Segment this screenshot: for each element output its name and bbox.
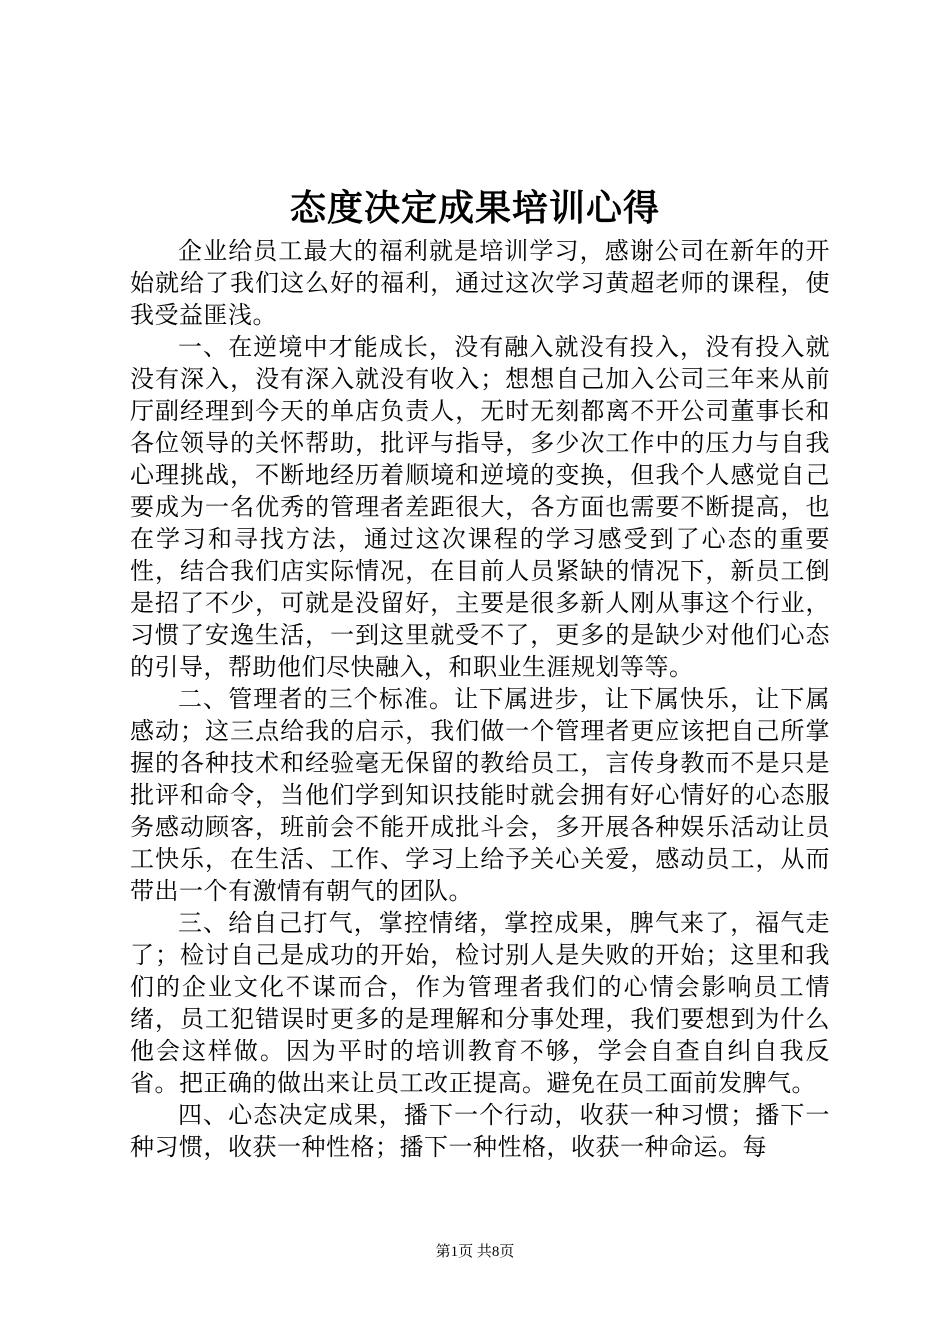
paragraph-point-two: 二、管理者的三个标准。让下属进步，让下属快乐，让下属感动；这三点给我的启示，我们做一个管理者更应该把自己所掌握的各种技术和经验毫无保留的教给员工，言传身教而不是只是批评和命令，当他们学到知识技能时就会拥有好心情好的心态服务感动顾客，班前会不能开成批斗会，多开展各种娱乐活动让员工快乐，在生活、工作、学习上给予关心关爱，感动员工，从而带出一个有激情有朝气的团队。 bbox=[130, 685, 830, 905]
paragraph-point-three: 三、给自己打气，掌控情绪，掌控成果，脾气来了，福气走了；检讨自己是成功的开始，检讨别人是失败的开始；这里和我们的企业文化不谋而合，作为管理者我们的心情会影响员工情绪，员工犯错误时更多的是理解和分事处理，我们要想到为什么他会这样做。因为平时的培训教育不够，学会自查自纠自我反省。把正确的做出来让员工改正提高。避免在员工面前发脾气。 bbox=[130, 909, 830, 1097]
document-body bbox=[130, 235, 830, 1163]
page-footer: 第1页 共8页 bbox=[435, 1244, 515, 1260]
paragraph-point-one: 一、在逆境中才能成长，没有融入就没有投入，没有投入就没有深入，没有深入就没有收入；想想自己加入公司三年来从前厅副经理到今天的单店负责人，无时无刻都离不开公司董事长和各位领导的关怀帮助，批评与指导，多少次工作中的压力与自我心理挑战，不断地经历着顺境和逆境的变换，但我个人感觉自己要成为一名优秀的管理者差距很大，各方面也需要不断提高，也在学习和寻找方法，通过这次课程的学习感受到了心态的重要性，结合我们店实际情况，在目前人员紧缺的情况下，新员工倒是招了不少，可就是没留好，主要是很多新人刚从事这个行业，习惯了安逸生活，一到这里就受不了，更多的是缺少对他们心态的引导，帮助他们尽快融入，和职业生涯规划等等。 bbox=[130, 333, 830, 681]
paragraph-point-four: 四、心态决定成果，播下一个行动，收获一种习惯；播下一种习惯，收获一种性格；播下一种性格，收获一种命运。每 bbox=[130, 1101, 830, 1161]
document-title: 态度决定成果培训心得 bbox=[289, 187, 660, 229]
paragraph-intro: 企业给员工最大的福利就是培训学习，感谢公司在新年的开始就给了我们这么好的福利，通过这次学习黄超老师的课程，使我受益匪浅。 bbox=[130, 237, 830, 329]
